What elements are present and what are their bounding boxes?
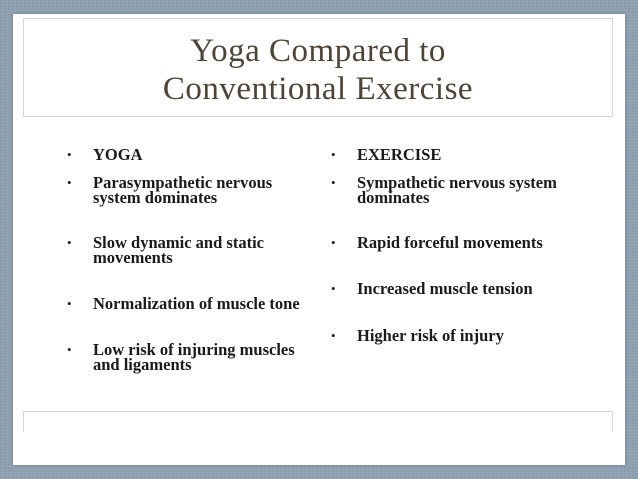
bullet-icon: •	[331, 235, 336, 250]
slide	[13, 14, 625, 465]
list-item	[67, 296, 307, 311]
bullet-icon: •	[331, 175, 336, 190]
bullet-icon: •	[67, 342, 72, 357]
list-item	[331, 235, 591, 250]
list-item-text: Low risk of injuring muscles and ligaments	[93, 340, 295, 374]
footer-frame	[23, 411, 613, 432]
yoga-column	[67, 147, 307, 372]
bullet-icon: •	[331, 281, 336, 296]
list-item	[67, 147, 307, 162]
list-item-text: Rapid forceful movements	[357, 233, 543, 252]
list-item-text: Normalization of muscle tone	[93, 294, 300, 313]
list-item	[67, 235, 307, 265]
list-item	[331, 147, 591, 162]
list-item	[331, 328, 591, 343]
bullet-icon: •	[331, 328, 336, 343]
list-item	[67, 342, 307, 372]
list-item-text: Parasympathetic nervous system dominates	[93, 173, 273, 207]
bullet-icon: •	[331, 147, 336, 162]
list-item-text: Higher risk of injury	[357, 326, 504, 345]
slide-title	[24, 32, 612, 108]
list-item-text: YOGA	[93, 145, 143, 164]
slide-title-line-2: Conventional Exercise	[162, 71, 474, 107]
list-item-text: Sympathetic nervous system dominates	[357, 173, 557, 207]
title-box	[23, 18, 613, 117]
slide-title-line-1: Yoga Compared to	[190, 33, 446, 69]
list-item	[331, 281, 591, 296]
list-item-text: EXERCISE	[357, 145, 442, 164]
list-item-text: Slow dynamic and static movements	[93, 233, 264, 267]
exercise-column	[331, 147, 591, 343]
list-item-text: Increased muscle tension	[357, 279, 533, 298]
bullet-icon: •	[67, 147, 72, 162]
bullet-icon: •	[67, 175, 72, 190]
list-item	[67, 175, 307, 205]
list-item	[331, 175, 591, 205]
bullet-icon: •	[67, 235, 72, 250]
bullet-icon: •	[67, 296, 72, 311]
